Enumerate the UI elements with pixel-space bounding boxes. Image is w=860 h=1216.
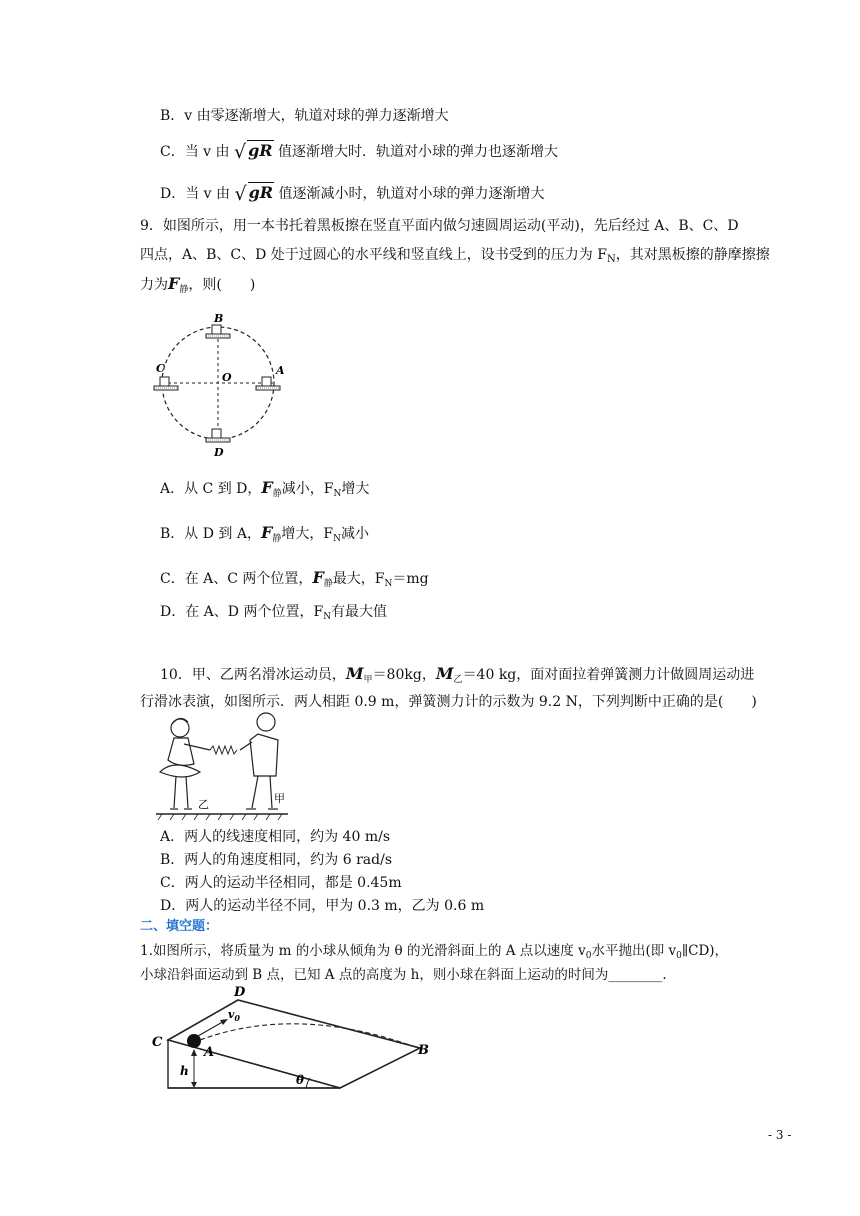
fill1-incline-figure	[148, 984, 438, 1094]
label-b: B	[418, 1043, 429, 1058]
book-eraser-d	[206, 429, 230, 442]
sqrt-gr: gR	[248, 141, 273, 160]
q10-option-a: A．两人的线速度相同，约为 40 m/s	[160, 829, 391, 845]
q9-line2: 四点，A、B、C、D 处于过圆心的水平线和竖直线上，设书受到的压力为 $F_N$，其对黑板擦的静摩擦擦	[140, 247, 770, 265]
q9-option-c: C．在 A、C 两个位置，$F_静$最大，$F_N=mg$	[160, 568, 429, 589]
label-theta: θ	[296, 1073, 305, 1087]
label-b: B	[214, 312, 224, 325]
label-h: h	[180, 1064, 189, 1078]
q10-skaters-figure	[154, 710, 294, 822]
label-c: C	[152, 1035, 163, 1050]
label-v0: $v_0$	[228, 1008, 240, 1023]
label-d: D	[234, 985, 246, 1000]
q10-line1: 10．甲、乙两名滑冰运动员，$M_甲=80kg$，$M_乙=40$ kg，面对面拉着弹簧测力计做圆周运动进	[160, 664, 755, 685]
label-d: D	[214, 446, 224, 459]
q10-line2: 行滑冰表演，如图所示．两人相距 0.9 m，弹簧测力计的示数为 9.2 N，下列判断中正确的是( )	[140, 694, 757, 710]
q10-option-b: B．两人的角速度相同，约为 6 rad/s	[160, 852, 392, 868]
q9-option-d: D．在 A、D 两个位置，$F_N$有最大值	[160, 604, 388, 622]
q8-option-d: D．当 v 由 √ gR 值逐渐减小时，轨道对小球的弹力逐渐增大	[160, 183, 545, 205]
label-c: C	[156, 362, 165, 375]
label-jia: 甲	[274, 792, 285, 805]
q8-option-b: B．v 由零逐渐增大，轨道对球的弹力逐渐增大	[160, 108, 449, 124]
q9-option-a: A．从 C 到 D，$F_静$减小，$F_N$增大	[160, 478, 370, 499]
q9-line1: 9．如图所示，用一本书托着黑板擦在竖直平面内做匀速圆周运动(平动)，先后经过 A、B、C、D	[140, 218, 739, 234]
label-yi: 乙	[198, 798, 209, 811]
skater-yi	[160, 718, 210, 809]
book-eraser-b	[206, 325, 230, 338]
fill1-line2: 小球沿斜面运动到 B 点，已知 A 点的高度为 h，则小球在斜面上运动的时间为________.	[140, 967, 667, 983]
label-a: A	[276, 364, 285, 377]
label-o: O	[222, 371, 232, 384]
label-a: A	[204, 1045, 215, 1060]
q9-option-b: B．从 D 到 A，$F_静$增大，$F_N$减小	[160, 523, 369, 544]
spring-scale	[210, 746, 237, 754]
q9-circle-figure	[148, 308, 288, 468]
q8-option-c: C．当 v 由 √ gR 值逐渐增大时．轨道对小球的弹力也逐渐增大	[160, 141, 559, 163]
q10-option-c: C．两人的运动半径相同，都是 0.45m	[160, 875, 402, 891]
q9-line3: 力为$F_静$，则( )	[140, 274, 256, 295]
skater-jia	[240, 713, 278, 809]
page-number: - 3 -	[768, 1128, 792, 1142]
q10-option-d: D．两人的运动半径不同，甲为 0.3 m，乙为 0.6 m	[160, 898, 485, 914]
fill1-line1: 1.如图所示，将质量为 m 的小球从倾角为 θ 的光滑斜面上的 A 点以速度 $v_0$水平抛出(即 $v_0\parallel CD$)，	[140, 943, 729, 961]
section-fill-in-title: 二、填空题：	[140, 919, 219, 934]
